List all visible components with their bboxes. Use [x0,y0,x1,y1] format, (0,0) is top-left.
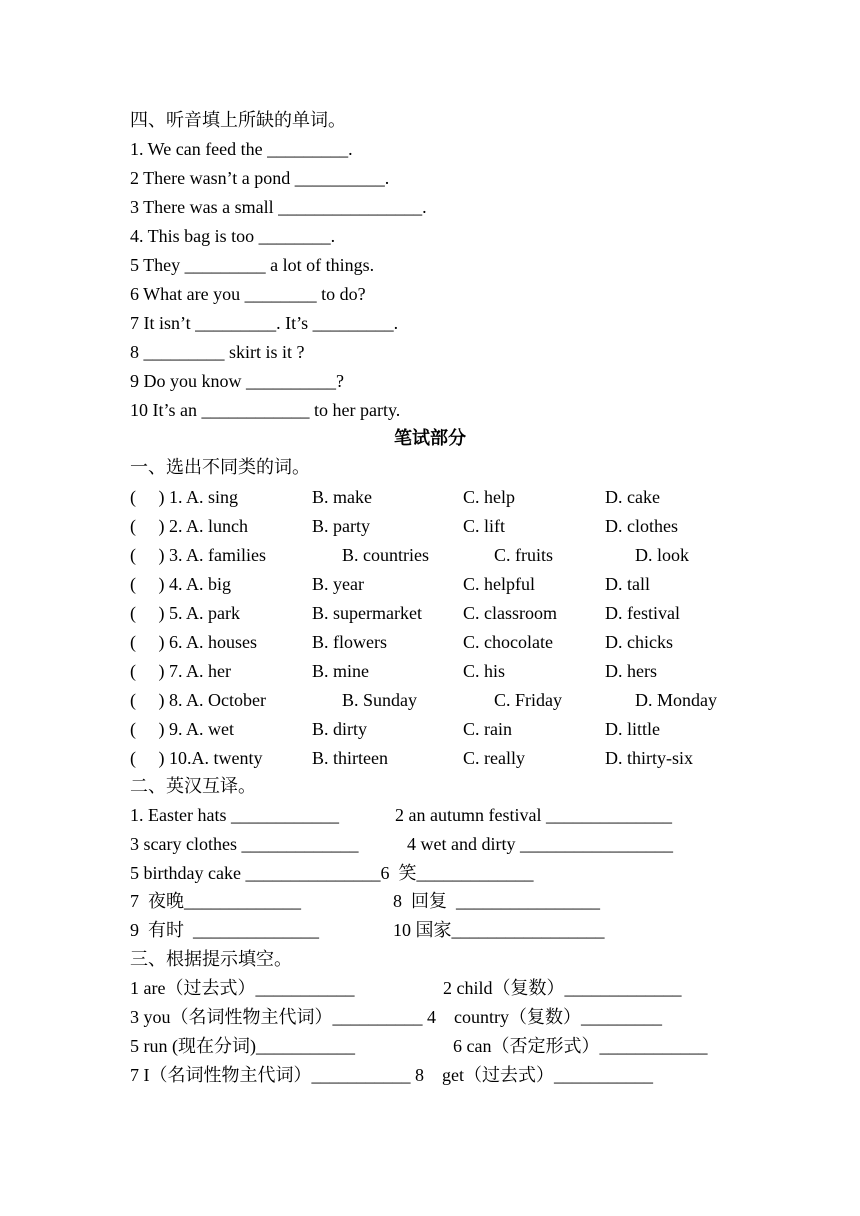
section1-heading: 一、选出不同类的词。 [130,457,310,477]
section2-item-7: 7 夜晚_____________ [130,891,301,911]
option-d: D. cake [605,487,660,507]
section3-item-2: 2 child（复数）_____________ [443,978,682,998]
option-d: D. festival [605,603,680,623]
option-c: C. help [463,487,515,507]
question-number: ( ) 7. A. her [130,661,231,681]
option-d: D. chicks [605,632,673,652]
question-number: ( ) 5. A. park [130,603,240,623]
section2-item-10: 10 国家_________________ [393,920,605,940]
section2-item-4: 4 wet and dirty _________________ [407,834,673,854]
option-b: B. thirteen [312,748,388,768]
option-d: D. thirty-six [605,748,693,768]
section4-item-10: 10 It’s an ____________ to her party. [130,400,401,420]
section4-item-6: 6 What are you ________ to do? [130,284,366,304]
section4-item-5: 5 They _________ a lot of things. [130,255,375,275]
option-c: C. classroom [463,603,557,623]
option-b: B. countries [342,545,429,565]
option-d: D. hers [605,661,657,681]
section2-item-3: 3 scary clothes _____________ [130,834,359,854]
option-b: B. supermarket [312,603,422,623]
section4-item-3: 3 There was a small ________________. [130,197,427,217]
option-c: C. lift [463,516,506,536]
option-d: D. tall [605,574,650,594]
option-c: C. really [463,748,525,768]
section4-item-9: 9 Do you know __________? [130,371,344,391]
question-number: ( ) 10.A. twenty [130,748,263,768]
question-number: ( ) 9. A. wet [130,719,234,739]
section2-item-9: 9 有时 ______________ [130,920,319,940]
option-c: C. Friday [494,690,563,710]
option-d: D. look [635,545,689,565]
section4-heading: 四、听音填上所缺的单词。 [130,110,346,130]
option-b: B. Sunday [342,690,418,710]
section3-item-7-8: 7 I（名词性物主代词）___________ 8 get（过去式）___________ [130,1065,653,1085]
option-c: C. rain [463,719,512,739]
question-number: ( ) 2. A. lunch [130,516,248,536]
option-b: B. make [312,487,372,507]
question-number: ( ) 1. A. sing [130,487,238,507]
written-part-title: 笔试部分 [394,428,466,448]
section3-item-1: 1 are（过去式）___________ [130,978,355,998]
section4-item-1: 1. We can feed the _________. [130,139,353,159]
option-c: C. his [463,661,506,681]
option-c: C. helpful [463,574,535,594]
option-d: D. little [605,719,660,739]
question-number: ( ) 3. A. families [130,545,266,565]
option-b: B. mine [312,661,369,681]
section4-item-7: 7 It isn’t _________. It’s _________. [130,313,399,333]
option-b: B. flowers [312,632,387,652]
section4-item-8: 8 _________ skirt is it ? [130,342,305,362]
section3-item-3-4: 3 you（名词性物主代词）__________ 4 country（复数）_________ [130,1007,662,1027]
section3-heading: 三、根据提示填空。 [130,949,292,969]
section4-item-4: 4. This bag is too ________. [130,226,336,246]
option-d: D. Monday [635,690,717,710]
question-number: ( ) 8. A. October [130,690,266,710]
section4-item-2: 2 There wasn’t a pond __________. [130,168,390,188]
option-c: C. fruits [494,545,554,565]
option-b: B. party [312,516,370,536]
section2-item-5-6: 5 birthday cake _______________6 笑_____________ [130,863,534,883]
section3-item-5: 5 run (现在分词)___________ [130,1036,355,1056]
question-number: ( ) 4. A. big [130,574,231,594]
option-d: D. clothes [605,516,678,536]
section2-heading: 二、英汉互译。 [130,776,256,796]
section2-item-1: 1. Easter hats ____________ [130,805,339,825]
question-number: ( ) 6. A. houses [130,632,257,652]
section2-item-8: 8 回复 ________________ [393,891,600,911]
option-c: C. chocolate [463,632,553,652]
section3-item-6: 6 can（否定形式）____________ [453,1036,708,1056]
option-b: B. year [312,574,364,594]
section2-item-2: 2 an autumn festival ______________ [395,805,672,825]
option-b: B. dirty [312,719,368,739]
